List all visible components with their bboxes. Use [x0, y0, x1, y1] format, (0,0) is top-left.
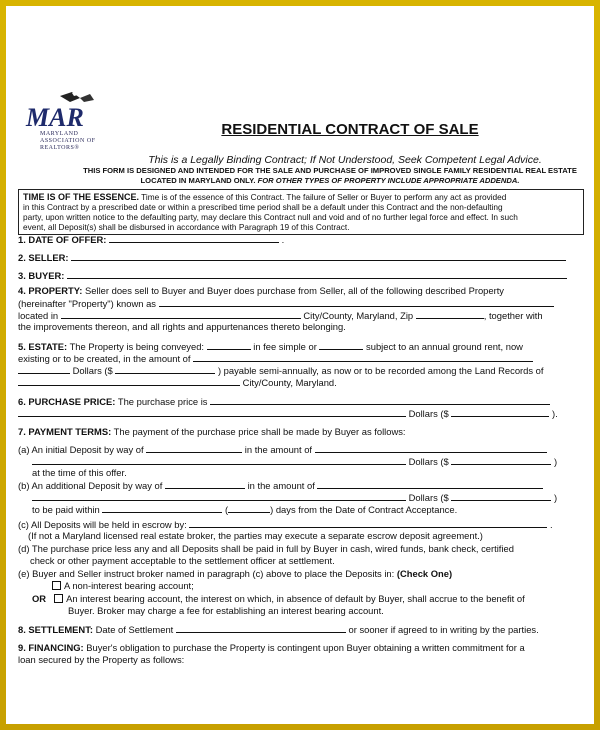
initial-dollars-label: Dollars ($: [408, 456, 449, 467]
interest-option-line-2: Buyer. Broker may charge a fee for establishing an interest bearing account.: [68, 605, 384, 616]
land-records-field[interactable]: [18, 376, 240, 386]
additional-deposit-amount-label: in the amount of: [247, 480, 315, 491]
escrow-text: (c) All Deposits will be held in escrow by:: [18, 519, 187, 530]
initial-deposit-amount-field[interactable]: [315, 443, 547, 453]
estate-text-1c: subject to an annual ground rent, now: [366, 341, 523, 352]
property-text-2: (hereinafter "Property") known as: [18, 298, 156, 309]
interest-label: An interest bearing account, the interest on which, in absence of default by Buyer, shall accrue to the benefit of: [66, 593, 525, 604]
notice-line-2a: LOCATED IN MARYLAND ONLY.: [140, 176, 256, 185]
form-notice: [6, 166, 594, 186]
time-of-essence-box: [18, 189, 584, 235]
ground-rent-amount-field[interactable]: [193, 352, 533, 362]
paid-within-days-field[interactable]: [228, 503, 270, 513]
initial-deposit-method-field[interactable]: [146, 443, 242, 453]
initial-deposit-words-field[interactable]: [32, 455, 406, 465]
additional-deposit-amount-field[interactable]: [317, 479, 543, 489]
property-together-text: , together with: [483, 310, 543, 321]
section-payment-terms: [18, 426, 580, 438]
non-interest-label: A non-interest bearing account;: [64, 580, 194, 591]
property-located-label: located in: [18, 310, 59, 321]
purchase-dollars-end: ).: [551, 408, 558, 419]
section-financing-line-1: [18, 642, 580, 654]
date-of-offer-field[interactable]: [109, 233, 279, 243]
paid-within-label: to be paid within: [32, 504, 100, 515]
estate-text-4: City/County, Maryland.: [242, 377, 337, 388]
additional-deposit-text: (b) An additional Deposit by way of: [18, 480, 163, 491]
seller-label: 2. SELLER:: [18, 252, 69, 263]
notice-line-1: THIS FORM IS DESIGNED AND INTENDED FOR THE SALE AND PURCHASE OF IMPROVED SINGLE FAMILY RESIDENTIAL REAL ESTATE: [83, 166, 577, 175]
interest-option[interactable]: [32, 593, 594, 605]
check-one-label: (Check One): [396, 568, 453, 579]
fee-simple-field[interactable]: [207, 340, 251, 350]
section-financing-line-2: loan secured by the Property as follows:: [18, 654, 185, 665]
purchase-price-words-field[interactable]: [18, 407, 406, 417]
time-box-text-2: in this Contract by a prescribed date or within a prescribed time period shall be a default under this Contract and the non-defaulting: [23, 202, 503, 212]
non-interest-option[interactable]: [52, 580, 594, 592]
section-property-line-4: [18, 321, 580, 333]
property-known-as-field[interactable]: [159, 297, 554, 307]
property-city-label: City/County, Maryland, Zip: [303, 310, 414, 321]
purchase-price-label: 6. PURCHASE PRICE:: [18, 396, 116, 407]
paid-within-paren: (: [224, 504, 229, 515]
purchase-dollars-label: Dollars ($: [408, 408, 449, 419]
interest-checkbox[interactable]: [54, 594, 63, 603]
additional-dollars-label: Dollars ($: [408, 492, 449, 503]
deposit-account-line: [18, 568, 580, 580]
date-of-offer-end: .: [281, 234, 285, 245]
settlement-label: 8. SETTLEMENT:: [18, 624, 94, 635]
section-seller: [18, 251, 580, 264]
logo-line-3: REALTORS®: [40, 145, 80, 151]
logo-line-2: ASSOCIATION OF: [40, 138, 96, 144]
time-box-text-4: event, all Deposit(s) shall be disbursed in accordance with Paragraph 19 of this Contract.: [23, 222, 350, 232]
purchase-dollars-field[interactable]: [451, 407, 549, 417]
purchase-balance-line-1: (d) The purchase price less any and all Deposits shall be paid in full by Buyer in cash, wired funds, bank check, certified: [18, 543, 514, 554]
buyer-label: 3. BUYER:: [18, 270, 65, 281]
estate-text-1a: The Property is being conveyed:: [67, 341, 205, 352]
additional-dollars-field[interactable]: [451, 491, 551, 501]
escrow-end: .: [550, 519, 553, 530]
page-title: RESIDENTIAL CONTRACT OF SALE: [221, 121, 479, 138]
notice-line-2: [66, 176, 594, 186]
additional-deposit-words-field[interactable]: [32, 491, 406, 501]
purchase-balance-line-2: check or other payment acceptable to the settlement officer at settlement.: [30, 555, 335, 566]
section-settlement: [18, 623, 580, 636]
additional-deposit-line-3: [32, 503, 594, 516]
initial-dollars-end: ): [553, 456, 558, 467]
settlement-text-1: Date of Settlement: [93, 624, 174, 635]
subtitle: This is a Legally Binding Contract; If Not Understood, Seek Competent Legal Advice.: [148, 154, 542, 166]
estate-dollars-label: Dollars ($: [72, 365, 113, 376]
buyer-field[interactable]: [67, 269, 567, 279]
initial-dollars-field[interactable]: [451, 455, 551, 465]
estate-text-2: existing or to be created, in the amount of: [18, 353, 191, 364]
section-purchase-price-line-2: [18, 407, 580, 420]
ground-rent-dollars-field[interactable]: [115, 364, 215, 374]
property-text-1: Seller does sell to Buyer and Buyer does purchase from Seller, all of the following described Property: [82, 285, 504, 296]
section-date-of-offer: [18, 233, 580, 246]
section-estate-line-4: [18, 376, 580, 389]
financing-label: 9. FINANCING:: [18, 642, 84, 653]
purchase-price-text: The purchase price is: [115, 396, 208, 407]
initial-deposit-line-3: at the time of this offer.: [32, 467, 127, 478]
property-zip-field[interactable]: [416, 309, 484, 319]
estate-text-3b: ) payable semi-annually, as now or to be recorded among the Land Records of: [217, 365, 544, 376]
non-interest-checkbox[interactable]: [52, 581, 61, 590]
financing-text-1: Buyer's obligation to purchase the Property is contingent upon Buyer obtaining a written commitment for a: [83, 642, 525, 653]
paid-within-text: ) days from the Date of Contract Acceptance.: [270, 504, 458, 515]
additional-deposit-method-field[interactable]: [165, 479, 245, 489]
escrow-holder-field[interactable]: [189, 518, 547, 528]
time-box-text-1: Time is of the essence of this Contract. The failure of Seller or Buyer to perform any act as provided: [139, 192, 507, 202]
document-page: [6, 6, 594, 724]
property-label: 4. PROPERTY:: [18, 285, 83, 296]
property-located-field[interactable]: [61, 309, 301, 319]
date-of-offer-label: 1. DATE OF OFFER:: [18, 234, 107, 245]
time-box-text-3: party, upon written notice to the defaulting party, may declare this Contract null and void and of no further legal force and effect. In such: [23, 212, 518, 222]
property-text-4: the improvements thereon, and all rights and appurtenances thereto belonging.: [18, 321, 346, 332]
additional-dollars-end: ): [553, 492, 558, 503]
estate-label: 5. ESTATE:: [18, 341, 68, 352]
ground-rent-words-field[interactable]: [18, 364, 70, 374]
payment-terms-text: The payment of the purchase price shall be made by Buyer as follows:: [111, 426, 406, 437]
logo-line-1: MARYLAND: [40, 131, 79, 137]
payment-terms-label: 7. PAYMENT TERMS:: [18, 426, 112, 437]
initial-deposit-text: (a) An initial Deposit by way of: [18, 444, 144, 455]
deposit-account-text: (e) Buyer and Seller instruct broker named in paragraph (c) above to place the Deposits in:: [18, 568, 395, 579]
initial-deposit-amount-label: in the amount of: [244, 444, 313, 455]
purchase-price-field[interactable]: [210, 395, 550, 405]
ground-rent-field[interactable]: [319, 340, 363, 350]
settlement-text-2: or sooner if agreed to in writing by the parties.: [348, 624, 539, 635]
section-buyer: [18, 269, 580, 282]
paid-within-field[interactable]: [102, 503, 222, 513]
seller-field[interactable]: [71, 251, 566, 261]
section-property-line-1: [18, 285, 580, 297]
estate-text-1b: in fee simple or: [253, 341, 317, 352]
escrow-line-2: (If not a Maryland licensed real estate broker, the parties may execute a separate escrow deposit agreement.): [28, 530, 483, 541]
time-box-heading: TIME IS OF THE ESSENCE.: [23, 192, 140, 202]
notice-line-2b: FOR OTHER TYPES OF PROPERTY INCLUDE APPROPRIATE ADDENDA.: [257, 176, 520, 185]
mar-logo-text: MAR: [26, 103, 84, 132]
settlement-date-field[interactable]: [176, 623, 346, 633]
or-label: OR: [32, 593, 47, 604]
